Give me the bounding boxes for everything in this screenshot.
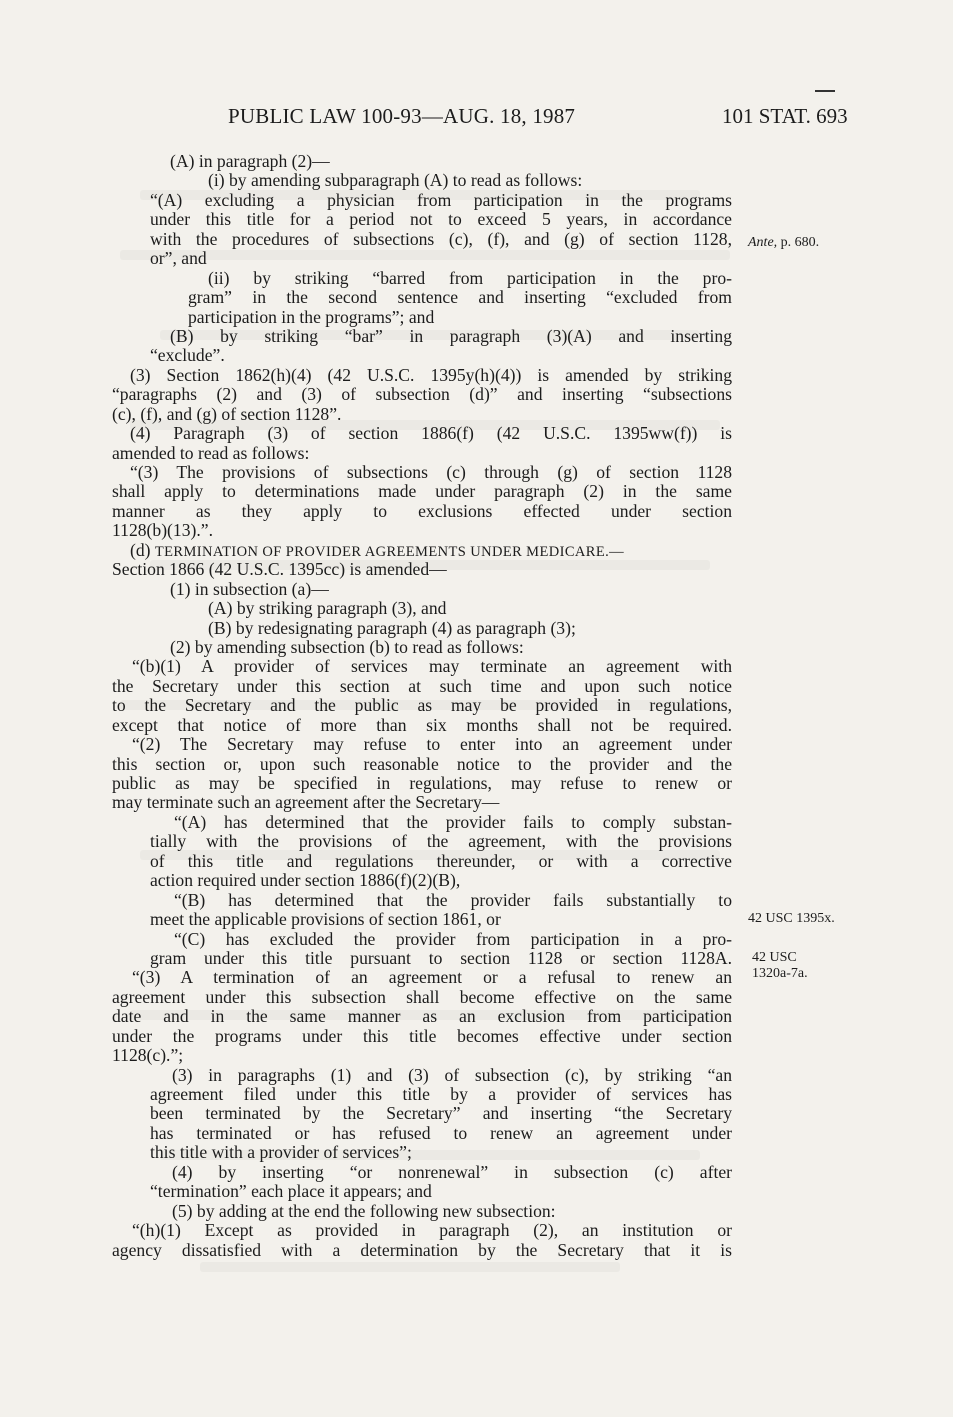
text-line: under the programs under this title becomes effective under section	[112, 1025, 732, 1046]
text-line: “exclude”.	[150, 345, 225, 366]
text-line: gram under this title pursuant to section 1128 or section 1128A.	[150, 947, 732, 968]
margin-note-usc-1395x: 42 USC 1395x.	[748, 911, 835, 926]
text-line: (3) in paragraphs (1) and (3) of subsection (c), by striking “an	[172, 1064, 732, 1085]
text-line: (4) Paragraph (3) of section 1886(f) (42 U.S.C. 1395ww(f)) is	[130, 423, 732, 444]
text-line: (ii) by striking “barred from participation in the pro-	[208, 267, 732, 288]
text-line: (i) by amending subparagraph (A) to read as follows:	[208, 170, 583, 191]
text-line: “(h)(1) Except as provided in paragraph (2), an institution or	[132, 1220, 732, 1241]
text-line: “(2) The Secretary may refuse to enter into an agreement under	[132, 734, 732, 755]
text-line: 1128(c).”;	[112, 1045, 184, 1066]
text-line: amended to read as follows:	[112, 442, 310, 463]
margin-note-usc-1320-line2: 1320a-7a.	[752, 966, 808, 981]
text-line: (2) by amending subsection (b) to read as follows:	[170, 636, 524, 657]
text-line: of this title and regulations thereunder, or with a corrective	[150, 850, 732, 871]
text-line: “(B) has determined that the provider fails substantially to	[174, 889, 732, 910]
text-line: date and in the same manner as an exclusion from participation	[112, 1006, 732, 1027]
text-line: (1) in subsection (a)—	[170, 578, 329, 599]
section-heading-d	[112, 541, 732, 560]
text-line: shall apply to determinations made under paragraph (2) in the same	[112, 481, 732, 502]
text-line: or”, and	[150, 248, 207, 269]
text-line: agency dissatisfied with a determination by the Secretary that it is	[112, 1239, 732, 1260]
text-line: the Secretary under this section at such time and upon such notice	[112, 675, 732, 696]
text-line: (B) by redesignating paragraph (4) as paragraph (3);	[208, 617, 576, 638]
text-line: tially with the provisions of the agreement, with the provisions	[150, 831, 732, 852]
text-line: “(3) A termination of an agreement or a refusal to renew an	[132, 967, 732, 988]
text-line: action required under section 1886(f)(2)(B),	[150, 870, 461, 891]
text-line: (c), (f), and (g) of section 1128”.	[112, 403, 342, 424]
text-line: has terminated or has refused to renew an agreement under	[150, 1122, 732, 1143]
text-line: manner as they apply to exclusions effected under section	[112, 500, 732, 521]
text-line: participation in the programs”; and	[188, 306, 435, 327]
text-line: 1128(b)(13).”.	[112, 520, 213, 541]
text-line: under this title for a period not to exceed 5 years, in accordance	[150, 209, 732, 230]
page-header	[0, 104, 953, 134]
header-rule	[815, 90, 835, 92]
running-head: PUBLIC LAW 100-93—AUG. 18, 1987	[228, 104, 576, 128]
margin-note-ante	[748, 234, 819, 251]
text-line: “(b)(1) A provider of services may terminate an agreement with	[132, 656, 732, 677]
text-line: with the procedures of subsections (c), (f), and (g) of section 1128,	[150, 228, 732, 249]
text-line: to the Secretary and the public as may be provided in regulations,	[112, 695, 732, 716]
text-line: (3) Section 1862(h)(4) (42 U.S.C. 1395y(h)(4)) is amended by striking	[130, 364, 732, 385]
text-line: public as may be specified in regulations, may refuse to renew or	[112, 773, 732, 793]
text-line: “(3) The provisions of subsections (c) through (g) of section 1128	[130, 462, 732, 482]
text-line: may terminate such an agreement after the Secretary—	[112, 792, 500, 813]
text-line: agreement filed under this title by a provider of services has	[150, 1084, 732, 1104]
margin-note-ante-italic: Ante,	[748, 235, 778, 250]
text-line: (B) by striking “bar” in paragraph (3)(A) and inserting	[170, 325, 732, 346]
text-line: “(A) has determined that the provider fails to comply substan-	[174, 811, 732, 832]
text-line: (5) by adding at the end the following new subsection:	[172, 1200, 556, 1221]
text-line: (A) by striking paragraph (3), and	[208, 598, 447, 619]
text-line: (A) in paragraph (2)—	[170, 151, 330, 171]
text-line: agreement under this subsection shall become effective on the same	[112, 986, 732, 1007]
text-line: “paragraphs (2) and (3) of subsection (d)” and inserting “subsections	[112, 384, 732, 405]
heading-d-caps: TERMINATION OF PROVIDER AGREEMENTS UNDER MEDICARE.—	[154, 543, 625, 560]
text-line: “(C) has excluded the provider from participation in a pro-	[174, 928, 732, 949]
heading-d-label: (d)	[130, 539, 155, 560]
statute-text	[112, 152, 732, 1260]
text-line: except that notice of more than six months shall not be required.	[112, 714, 732, 735]
margin-note-ante-page: p. 680.	[777, 235, 820, 250]
text-line: (4) by inserting “or nonrenewal” in subsection (c) after	[172, 1161, 732, 1182]
text-line: “termination” each place it appears; and	[150, 1181, 432, 1202]
text-line: this title with a provider of services”;	[150, 1142, 412, 1163]
text-line: gram” in the second sentence and inserting “excluded from	[188, 287, 732, 308]
statute-reference: 101 STAT. 693	[722, 104, 848, 128]
margin-note-usc-1320-line1: 42 USC	[752, 950, 797, 965]
text-line: Section 1866 (42 U.S.C. 1395cc) is amended—	[112, 559, 447, 580]
text-line: been terminated by the Secretary” and inserting “the Secretary	[150, 1103, 732, 1124]
text-line: meet the applicable provisions of section 1861, or	[150, 909, 501, 930]
text-line: this section or, upon such reasonable notice to the provider and the	[112, 753, 732, 774]
text-line: “(A) excluding a physician from participation in the programs	[150, 189, 732, 210]
